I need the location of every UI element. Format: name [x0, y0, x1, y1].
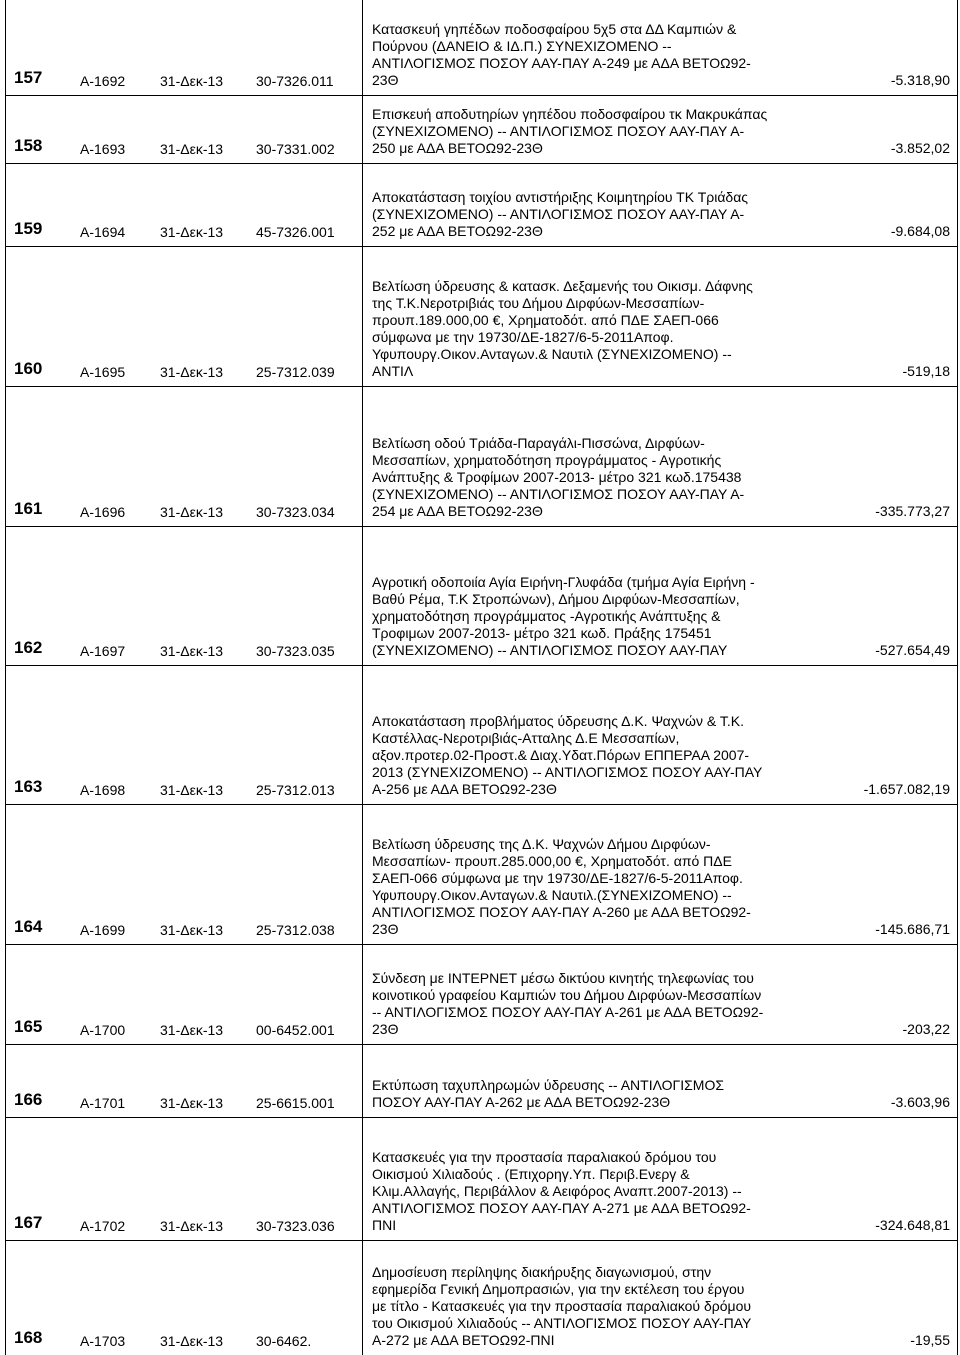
- amount: -335.773,27: [875, 503, 950, 519]
- account-code: 30-7323.034: [256, 504, 335, 520]
- description-line: εφημερίδα Γενική Δημοπρασιών, για την εκτέλεση του έργου: [372, 1281, 745, 1297]
- row-number: 158: [14, 136, 43, 155]
- description-line: ΠΝΙ: [372, 1217, 397, 1233]
- description-line: ΣΑΕΠ-066 σύμφωνα με την 19730/ΔΕ-1827/6-5-2011Αποφ.: [372, 870, 743, 886]
- description: [372, 278, 840, 380]
- reference-code: Α-1698: [80, 782, 126, 798]
- description-line: 250 με ΑΔΑ ΒΕΤΟΩ92-23Θ: [372, 140, 543, 156]
- description-line: Εκτύπωση ταχυπληρωμών ύδρευσης -- ΑΝΤΙΛΟΓΙΣΜΟΣ: [372, 1077, 725, 1093]
- amount: -3.852,02: [890, 140, 950, 156]
- row-divider: [5, 246, 958, 247]
- description-line: χρηματοδότηση προγράμματος -Αγροτικής Ανάπτυξης &: [372, 608, 721, 624]
- row-number: 161: [14, 499, 43, 518]
- description-line: Κατασκευές για την προστασία παραλιακού δρόμου του: [372, 1149, 717, 1165]
- account-code: 25-6615.001: [256, 1095, 335, 1111]
- description-line: 2013 (ΣΥΝΕΧΙΖΟΜΕΝΟ) -- ΑΝΤΙΛΟΓΙΣΜΟΣ ΠΟΣΟΥ ΑΑΥ-ΠΑΥ: [372, 764, 763, 780]
- entry-date: 31-Δεκ-13: [160, 504, 224, 520]
- row-number: 162: [14, 638, 43, 657]
- row-number: 166: [14, 1090, 43, 1109]
- entry-date: 31-Δεκ-13: [160, 364, 224, 380]
- description: [372, 1077, 840, 1111]
- description-line: 23Θ: [372, 72, 399, 88]
- amount: -9.684,08: [890, 223, 950, 239]
- description-line: 23Θ: [372, 921, 399, 937]
- description-line: (ΣΥΝΕΧΙΖΟΜΕΝΟ) -- ΑΝΤΙΛΟΓΙΣΜΟΣ ΠΟΣΟΥ ΑΑΥ-ΠΑΥ Α-: [372, 486, 745, 502]
- description-line: αξον.προτερ.02-Προστ.& Διαχ.Υδατ.Πόρων ΕΠΠΕΡΑΑ 2007-: [372, 747, 750, 763]
- description-line: Μεσσαπίων, χρηματοδότηση προγράμματος - Αγροτικής: [372, 452, 722, 468]
- entry-date: 31-Δεκ-13: [160, 1218, 224, 1234]
- description: [372, 1264, 840, 1349]
- description-line: του Οικισμού Χιλιαδούς -- ΑΝΤΙΛΟΓΙΣΜΟΣ ΠΟΣΟΥ ΑΑΥ-ΠΑΥ: [372, 1315, 752, 1331]
- entry-date: 31-Δεκ-13: [160, 922, 224, 938]
- account-code: 25-7312.038: [256, 922, 335, 938]
- description-line: (ΣΥΝΕΧΙΖΟΜΕΝΟ) -- ΑΝΤΙΛΟΓΙΣΜΟΣ ΠΟΣΟΥ ΑΑΥ-ΠΑΥ Α-: [372, 206, 745, 222]
- entry-date: 31-Δεκ-13: [160, 141, 224, 157]
- description-line: Υφυπουργ.Οικον.Ανταγων.& Ναυτιλ (ΣΥΝΕΧΙΖΟΜΕΝΟ) --: [372, 346, 732, 362]
- row-number: 157: [14, 68, 43, 87]
- entry-date: 31-Δεκ-13: [160, 1022, 224, 1038]
- amount: -324.648,81: [875, 1217, 950, 1233]
- account-code: 30-7323.035: [256, 643, 335, 659]
- description: [372, 106, 840, 157]
- description: [372, 836, 840, 938]
- description-line: Ανάπτυξης & Τροφίμων 2007-2013- μέτρο 321 κωδ.175438: [372, 469, 742, 485]
- reference-code: Α-1693: [80, 141, 126, 157]
- reference-code: Α-1699: [80, 922, 126, 938]
- amount: -19,55: [910, 1332, 950, 1348]
- account-code: 30-7323.036: [256, 1218, 335, 1234]
- entry-date: 31-Δεκ-13: [160, 643, 224, 659]
- description: [372, 21, 840, 89]
- account-code: 30-7331.002: [256, 141, 335, 157]
- description-line: Κατασκευή γηπέδων ποδοσφαίρου 5χ5 στα ΔΔ Καμπιών &: [372, 21, 737, 37]
- description-line: Α-272 με ΑΔΑ ΒΕΤΟΩ92-ΠΝΙ: [372, 1332, 555, 1348]
- column-divider: [957, 0, 958, 1355]
- description-line: Οικισμού Χιλιαδούς . (Επιχορηγ.Υπ. Περιβ.Ενεργ &: [372, 1166, 690, 1182]
- description-line: Αγροτική οδοποιία Αγία Ειρήνη-Γλυφάδα (τμήμα Αγία Ειρήνη -: [372, 574, 755, 590]
- column-divider: [5, 0, 6, 1355]
- row-divider: [5, 665, 958, 666]
- row-divider: [5, 526, 958, 527]
- row-number: 167: [14, 1213, 43, 1232]
- reference-code: Α-1695: [80, 364, 126, 380]
- reference-code: Α-1700: [80, 1022, 126, 1038]
- row-number: 159: [14, 219, 43, 238]
- row-divider: [5, 95, 958, 96]
- row-number: 168: [14, 1328, 43, 1347]
- description-line: ΑΝΤΙΛΟΓΙΣΜΟΣ ΠΟΣΟΥ ΑΑΥ-ΠΑΥ Α-260 με ΑΔΑ ΒΕΤΟΩ92-: [372, 904, 751, 920]
- row-number: 165: [14, 1017, 43, 1036]
- description-line: Υφυπουργ.Οικον.Ανταγων.& Ναυτιλ.(ΣΥΝΕΧΙΖΟΜΕΝΟ) --: [372, 887, 732, 903]
- entry-date: 31-Δεκ-13: [160, 782, 224, 798]
- description: [372, 1149, 840, 1234]
- row-number: 164: [14, 917, 43, 936]
- account-code: 30-7326.011: [256, 73, 334, 89]
- reference-code: Α-1703: [80, 1333, 126, 1349]
- row-divider: [5, 163, 958, 164]
- row-number: 160: [14, 359, 43, 378]
- amount: -5.318,90: [890, 72, 950, 88]
- description-line: Τροφιμων 2007-2013- μέτρο 321 κωδ. Πράξης 175451: [372, 625, 712, 641]
- description-line: Κλιμ.Αλλαγής, Περιβάλλον & Αειφόρος Αναπτ.2007-2013) --: [372, 1183, 742, 1199]
- description: [372, 574, 840, 659]
- reference-code: Α-1697: [80, 643, 126, 659]
- account-code: 00-6452.001: [256, 1022, 335, 1038]
- description-line: Επισκευή αποδυτηρίων γηπέδου ποδοσφαίρου τκ Μακρυκάπας: [372, 106, 768, 122]
- description-line: 252 με ΑΔΑ ΒΕΤΟΩ92-23Θ: [372, 223, 543, 239]
- column-divider: [362, 0, 363, 1355]
- entry-date: 31-Δεκ-13: [160, 1095, 224, 1111]
- description-line: Δημοσίευση περίληψης διακήρυξης διαγωνισμού, στην: [372, 1264, 712, 1280]
- description-line: ΑΝΤΙΛΟΓΙΣΜΟΣ ΠΟΣΟΥ ΑΑΥ-ΠΑΥ Α-271 με ΑΔΑ ΒΕΤΟΩ92-: [372, 1200, 751, 1216]
- reference-code: Α-1701: [80, 1095, 126, 1111]
- description-line: Βελτίωση ύδρευσης & κατασκ. Δεξαμενής του Οικισμ. Δάφνης: [372, 278, 753, 294]
- amount: -527.654,49: [875, 642, 950, 658]
- description-line: Αποκατάσταση προβλήματος ύδρευσης Δ.Κ. Ψαχνών & Τ.Κ.: [372, 713, 744, 729]
- description-line: Βαθύ Ρέμα, Τ.Κ Στροπώνων), Δήμου Διρφύων-Μεσσαπίων,: [372, 591, 740, 607]
- description-line: Μεσσαπίων- προυπ.285.000,00 €, Χρηματοδότ. από ΠΔΕ: [372, 853, 732, 869]
- amount: -203,22: [902, 1021, 950, 1037]
- description-line: -- ΑΝΤΙΛΟΓΙΣΜΟΣ ΠΟΣΟΥ ΑΑΥ-ΠΑΥ Α-261 με ΑΔΑ ΒΕΤΟΩ92-: [372, 1004, 764, 1020]
- description-line: ΑΝΤΙΛ: [372, 363, 414, 379]
- amount: -1.657.082,19: [863, 781, 950, 797]
- account-code: 45-7326.001: [256, 224, 335, 240]
- row-divider: [5, 1117, 958, 1118]
- amount: -3.603,96: [890, 1094, 950, 1110]
- amount: -519,18: [902, 363, 950, 379]
- description-line: (ΣΥΝΕΧΙΖΟΜΕΝΟ) -- ΑΝΤΙΛΟΓΙΣΜΟΣ ΠΟΣΟΥ ΑΑΥ-ΠΑΥ: [372, 642, 728, 658]
- entry-date: 31-Δεκ-13: [160, 1333, 224, 1349]
- entry-date: 31-Δεκ-13: [160, 224, 224, 240]
- description-line: Α-256 με ΑΔΑ ΒΕΤΟΩ92-23Θ: [372, 781, 557, 797]
- account-code: 25-7312.039: [256, 364, 335, 380]
- row-divider: [5, 944, 958, 945]
- account-code: 30-6462.: [256, 1333, 312, 1349]
- description-line: ΑΝΤΙΛΟΓΙΣΜΟΣ ΠΟΣΟΥ ΑΑΥ-ΠΑΥ Α-249 με ΑΔΑ ΒΕΤΟΩ92-: [372, 55, 751, 71]
- reference-code: Α-1692: [80, 73, 126, 89]
- row-number: 163: [14, 777, 43, 796]
- description-line: (ΣΥΝΕΧΙΖΟΜΕΝΟ) -- ΑΝΤΙΛΟΓΙΣΜΟΣ ΠΟΣΟΥ ΑΑΥ-ΠΑΥ Α-: [372, 123, 745, 139]
- account-code: 25-7312.013: [256, 782, 335, 798]
- row-divider: [5, 804, 958, 805]
- reference-code: Α-1694: [80, 224, 126, 240]
- description: [372, 435, 840, 520]
- row-divider: [5, 386, 958, 387]
- entry-date: 31-Δεκ-13: [160, 73, 224, 89]
- description-line: της Τ.Κ.Νεροτριβιάς του Δήμου Διρφύων-Μεσσαπίων-: [372, 295, 705, 311]
- description-line: προυπ.189.000,00 €, Χρηματοδότ. από ΠΔΕ ΣΑΕΠ-066: [372, 312, 719, 328]
- description-line: με τίτλο - Κατασκευές για την προστασία παραλιακού δρόμου: [372, 1298, 752, 1314]
- description-line: σύμφωνα με την 19730/ΔΕ-1827/6-5-2011Αποφ.: [372, 329, 674, 345]
- row-divider: [5, 1044, 958, 1045]
- reference-code: Α-1696: [80, 504, 126, 520]
- reference-code: Α-1702: [80, 1218, 126, 1234]
- description-line: Πούρνου (ΔΑΝΕΙΟ & ΙΔ.Π.) ΣΥΝΕΧΙΖΟΜΕΝΟ --: [372, 38, 672, 54]
- description-line: 23Θ: [372, 1021, 399, 1037]
- description: [372, 970, 840, 1038]
- description-line: Αποκατάσταση τοιχίου αντιστήριξης Κοιμητηρίου ΤΚ Τριάδας: [372, 189, 749, 205]
- description: [372, 713, 840, 798]
- description-line: ΠΟΣΟΥ ΑΑΥ-ΠΑΥ Α-262 με ΑΔΑ ΒΕΤΟΩ92-23Θ: [372, 1094, 671, 1110]
- row-divider: [5, 1240, 958, 1241]
- description-line: Καστέλλας-Νεροτριβιάς-Ατταλης Δ.Ε Μεσσαπίων,: [372, 730, 680, 746]
- description-line: Βελτίωση οδού Τριάδα-Παραγάλι-Πισσώνα, Διρφύων-: [372, 435, 705, 451]
- description-line: 254 με ΑΔΑ ΒΕΤΟΩ92-23Θ: [372, 503, 543, 519]
- description-line: Βελτίωση ύδρευσης της Δ.Κ. Ψαχνών Δήμου Διρφύων-: [372, 836, 711, 852]
- amount: -145.686,71: [875, 921, 950, 937]
- description: [372, 189, 840, 240]
- description-line: κοινοτικού γραφείου Καμπιών του Δήμου Διρφύων-Μεσσαπίων: [372, 987, 762, 1003]
- description-line: Σύνδεση με ΙΝΤΕΡΝΕΤ μέσω δικτύου κινητής τηλεφωνίας του: [372, 970, 754, 986]
